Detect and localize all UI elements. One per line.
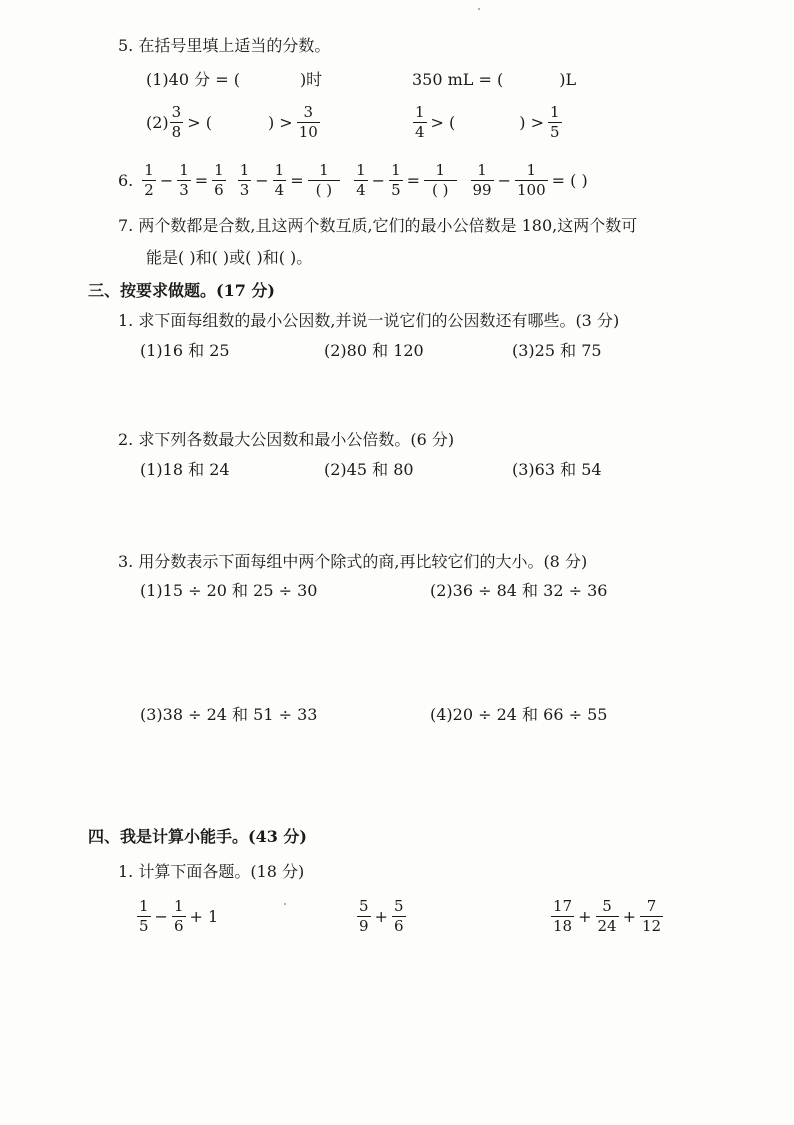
fraction: $\frac{17}{18}$ [553,897,573,935]
fraction: $\frac{1}{2}$ [144,161,154,199]
scan-speck [284,903,286,905]
fraction: $\frac{1}{6}$ [173,897,184,935]
s3-q2-b: (2)45 和 80 [324,460,414,479]
s3-q3-d: (4)20 ÷ 24 和 66 ÷ 55 [430,705,608,724]
section-4-title: 四、我是计算小能手。(43 分) [88,827,307,846]
s3-q1-c: (3)25 和 75 [512,341,602,360]
s3-q2-a: (1)18 和 24 [140,460,230,479]
fraction: $\frac{1}{4}$ [356,161,366,199]
fraction: $\frac{5}{9}$ [359,897,369,935]
q6-row: 6. $\frac{1}{2}$ − $\frac{1}{3}$ = $\frac{1}{6}$ $\frac{1}{3}$ − $\frac{1}{4}$ = $\frac{1}{( )}$ $\frac{1}{4}$ − $\frac{1}{5}$ = $\frac{1}{( )}$ $\frac{1}{99}$ − $\frac{1}{100}$ = ( ) [118,162,591,199]
section-3-title: 三、按要求做题。(17 分) [88,281,275,300]
s3-q2-c: (3)63 和 54 [512,460,602,479]
s3-q3-b: (2)36 ÷ 84 和 32 ÷ 36 [430,581,608,600]
fraction-blank[interactable]: $\frac{1}{( )}$ [424,162,456,199]
fraction: $\frac{1}{99}$ [472,161,492,199]
calc-expression-1: $\frac{1}{5}$ − $\frac{1}{6}$ + 1 [139,897,219,935]
fraction: $\frac{1}{3}$ [239,161,250,199]
fraction: $\frac{1}{100}$ [517,161,546,199]
s3-q3-title: 3. 用分数表示下面每组中两个除式的商,再比较它们的大小。(8 分) [118,552,588,571]
s3-q3-a: (1)15 ÷ 20 和 25 ÷ 30 [140,581,318,600]
q5-part2b: $\frac{1}{4}$ > ( ) > $\frac{1}{5}$ [415,103,560,141]
fraction-blank[interactable]: $\frac{1}{( )}$ [308,162,340,199]
fraction: $\frac{1}{6}$ [214,161,224,199]
calc-expression-2: $\frac{5}{9}$ + $\frac{5}{6}$ [359,897,404,935]
fraction: $\frac{1}{4}$ [274,161,285,199]
s3-q1-title: 1. 求下面每组数的最小公因数,并说一说它们的公因数还有哪些。(3 分) [118,311,620,330]
s3-q2-title: 2. 求下列各数最大公因数和最小公倍数。(6 分) [118,430,455,449]
fraction: $\frac{1}{5}$ [391,161,401,199]
q5-title: 5. 在括号里填上适当的分数。 [118,36,331,55]
s3-q3-c: (3)38 ÷ 24 和 51 ÷ 33 [140,705,318,724]
fraction: $\frac{1}{5}$ [550,103,560,141]
fraction: $\frac{1}{3}$ [179,161,189,199]
s4-q1-title: 1. 计算下面各题。(18 分) [118,862,305,881]
s3-q1-a: (1)16 和 25 [140,341,230,360]
q5-part1a: (1)40 分 = ( )时 [146,70,323,89]
calc-expression-3: $\frac{17}{18}$ + $\frac{5}{24}$ + $\frac{7}{12}$ [553,897,662,935]
q5-part1b: 350 mL = ( )L [412,70,577,89]
fraction: $\frac{7}{12}$ [642,897,662,935]
fraction: $\frac{5}{6}$ [393,897,404,935]
fraction: $\frac{3}{8}$ [171,103,182,141]
fraction: $\frac{5}{24}$ [597,897,617,935]
s3-q1-b: (2)80 和 120 [324,341,424,360]
q7-line2: 能是( )和( )或( )和( )。 [146,248,313,267]
fraction: $\frac{3}{10}$ [298,103,318,141]
fraction: $\frac{1}{5}$ [139,897,149,935]
q5-part2a: (2) $\frac{3}{8}$ > ( ) > $\frac{3}{10}$ [146,103,318,141]
answer-blank[interactable]: = ( ) [551,170,588,190]
q7-line1: 7. 两个数都是合数,且这两个数互质,它们的最小公倍数是 180,这两个数可 [118,216,638,235]
fraction: $\frac{1}{4}$ [415,103,425,141]
scan-speck [478,8,480,10]
